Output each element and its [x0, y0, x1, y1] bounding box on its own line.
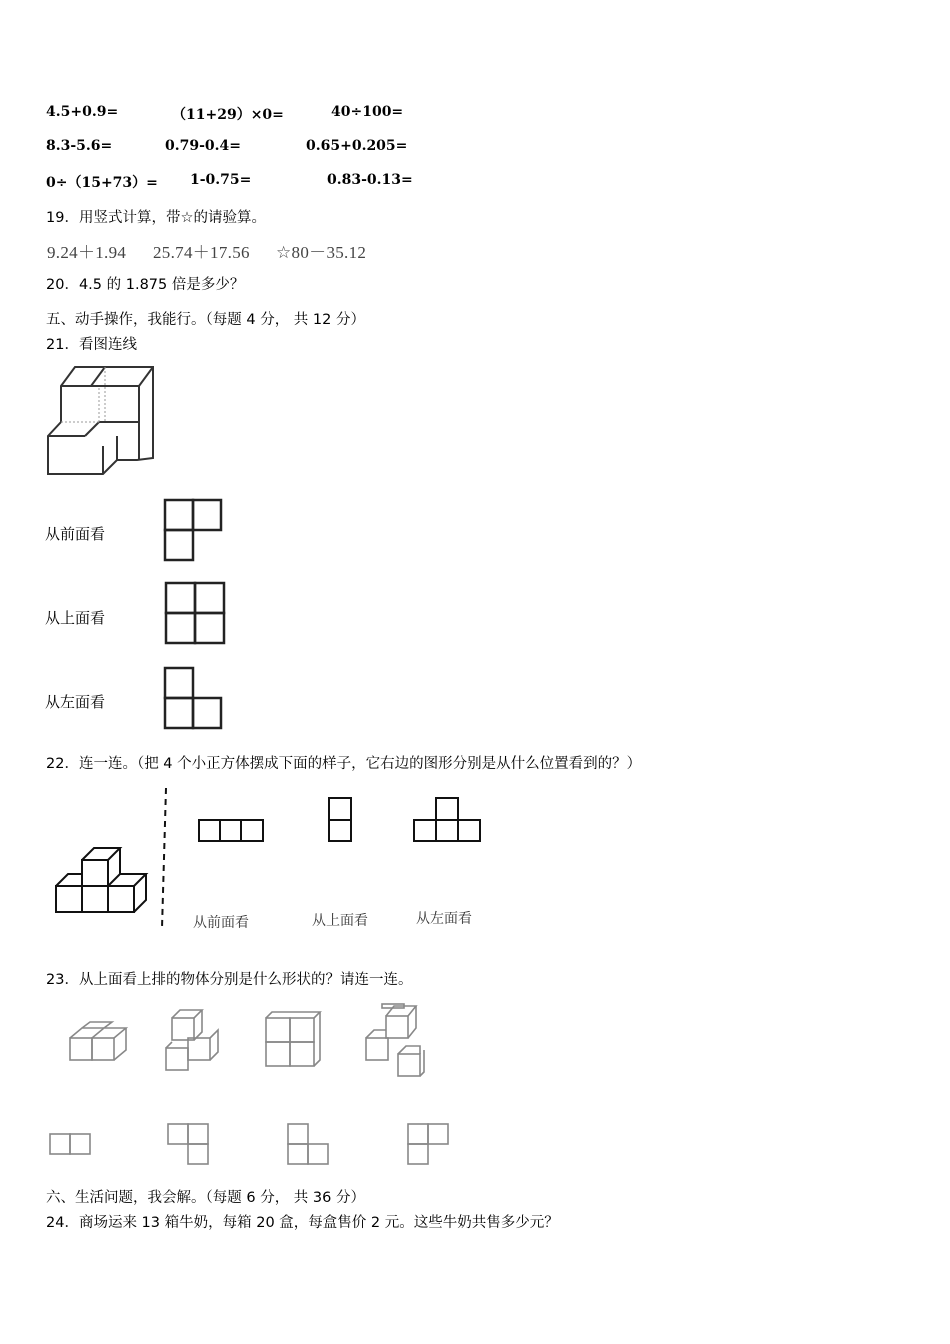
- calc-2-2: 0.79-0.4=: [165, 138, 241, 154]
- question-19: 19．用竖式计算，带☆的请验算。: [46, 210, 266, 226]
- q21-view-shape-b: [164, 580, 228, 646]
- q21-solid-figure: [45, 364, 157, 480]
- q21-view-label-front: 从前面看: [45, 525, 106, 543]
- calc-1-2: （11+29）×0=: [172, 107, 284, 123]
- vertical-calc-2: 25.74＋17.56: [153, 243, 250, 262]
- q21-view-shape-a: [163, 497, 225, 563]
- question-22: 22．连一连。（把 4 个小正方体摆成下面的样子，它右边的图形分别是从什么位置看到的？）: [46, 756, 642, 772]
- calc-1-1: 4.5+0.9=: [46, 104, 119, 120]
- calc-1-3: 40÷100=: [331, 104, 404, 120]
- section-5-title: 五、动手操作，我能行。（每题 4 分， 共 12 分）: [46, 312, 365, 328]
- question-23: 23．从上面看上排的物体分别是什么形状的？请连一连。: [46, 972, 413, 988]
- q22-caption-left: 从左面看: [416, 911, 472, 927]
- question-24: 24．商场运来 13 箱牛奶，每箱 20 盒，每盒售价 2 元。这些牛奶共售多少元？: [46, 1215, 559, 1231]
- q21-view-shape-c: [163, 666, 225, 732]
- calc-3-3: 0.83-0.13=: [327, 172, 413, 188]
- section-6-title: 六、生活问题，我会解。（每题 6 分， 共 36 分）: [46, 1190, 365, 1206]
- q23-figures: [60, 998, 440, 1173]
- q21-view-label-left: 从左面看: [45, 693, 106, 711]
- calc-2-3: 0.65+0.205=: [306, 138, 408, 154]
- calc-3-1: 0÷（15+73）=: [46, 175, 158, 191]
- vertical-calc-3: ☆80－35.12: [276, 243, 367, 262]
- q22-caption-top: 从上面看: [312, 913, 368, 929]
- calc-3-2: 1-0.75=: [190, 172, 252, 188]
- q22-caption-front: 从前面看: [193, 915, 249, 931]
- vertical-calc-1: 9.24＋1.94: [47, 243, 127, 262]
- question-20: 20．4.5 的 1.875 倍是多少？: [46, 277, 245, 293]
- question-21: 21．看图连线: [46, 337, 137, 353]
- q21-view-label-top: 从上面看: [45, 609, 106, 627]
- calc-2-1: 8.3-5.6=: [46, 138, 113, 154]
